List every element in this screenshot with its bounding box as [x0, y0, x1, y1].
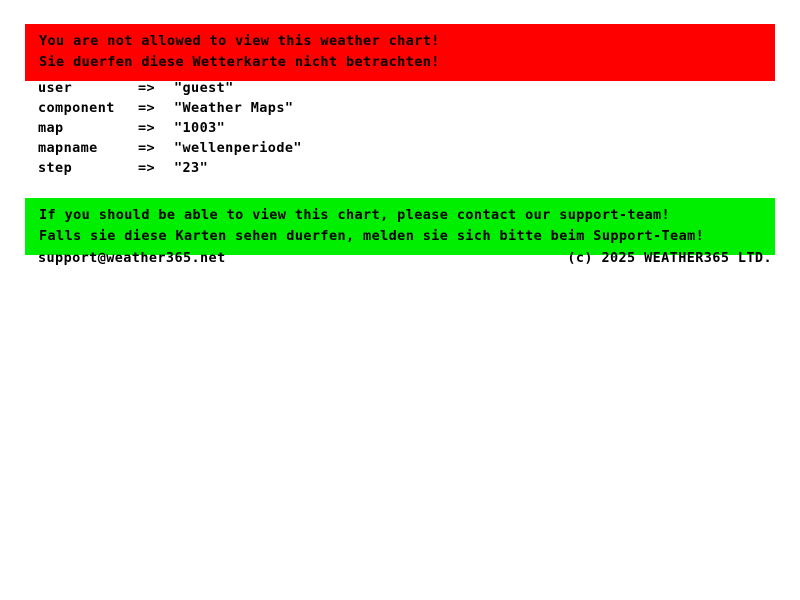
parameter-key: map	[38, 120, 64, 136]
parameter-key: component	[38, 100, 115, 116]
parameter-row-step	[38, 160, 738, 180]
copyright-text: (c) 2025 WEATHER365 LTD.	[567, 250, 772, 266]
support-banner-line-de: Falls sie diese Karten sehen duerfen, melden sie sich bitte beim Support-Team!	[39, 228, 705, 244]
parameter-row-mapname	[38, 140, 738, 160]
parameter-arrow: =>	[138, 120, 156, 136]
parameter-list	[38, 80, 738, 180]
support-banner	[25, 198, 775, 255]
support-email-link[interactable]: support@weather365.net	[38, 250, 226, 266]
parameter-key: step	[38, 160, 73, 176]
parameter-arrow: =>	[138, 160, 156, 176]
parameter-arrow: =>	[138, 100, 156, 116]
parameter-value: "23"	[174, 160, 209, 176]
parameter-row-map	[38, 120, 738, 140]
error-banner-line-en: You are not allowed to view this weather chart!	[39, 33, 440, 49]
parameter-row-user	[38, 80, 738, 100]
parameter-value: "wellenperiode"	[174, 140, 302, 156]
parameter-key: user	[38, 80, 73, 96]
parameter-row-component	[38, 100, 738, 120]
error-banner	[25, 24, 775, 81]
parameter-key: mapname	[38, 140, 98, 156]
parameter-arrow: =>	[138, 80, 156, 96]
error-banner-line-de: Sie duerfen diese Wetterkarte nicht betrachten!	[39, 54, 440, 70]
parameter-value: "guest"	[174, 80, 234, 96]
support-banner-line-en: If you should be able to view this chart, please contact our support-team!	[39, 207, 671, 223]
parameter-value: "1003"	[174, 120, 226, 136]
page-footer	[38, 250, 772, 266]
parameter-arrow: =>	[138, 140, 156, 156]
parameter-value: "Weather Maps"	[174, 100, 294, 116]
